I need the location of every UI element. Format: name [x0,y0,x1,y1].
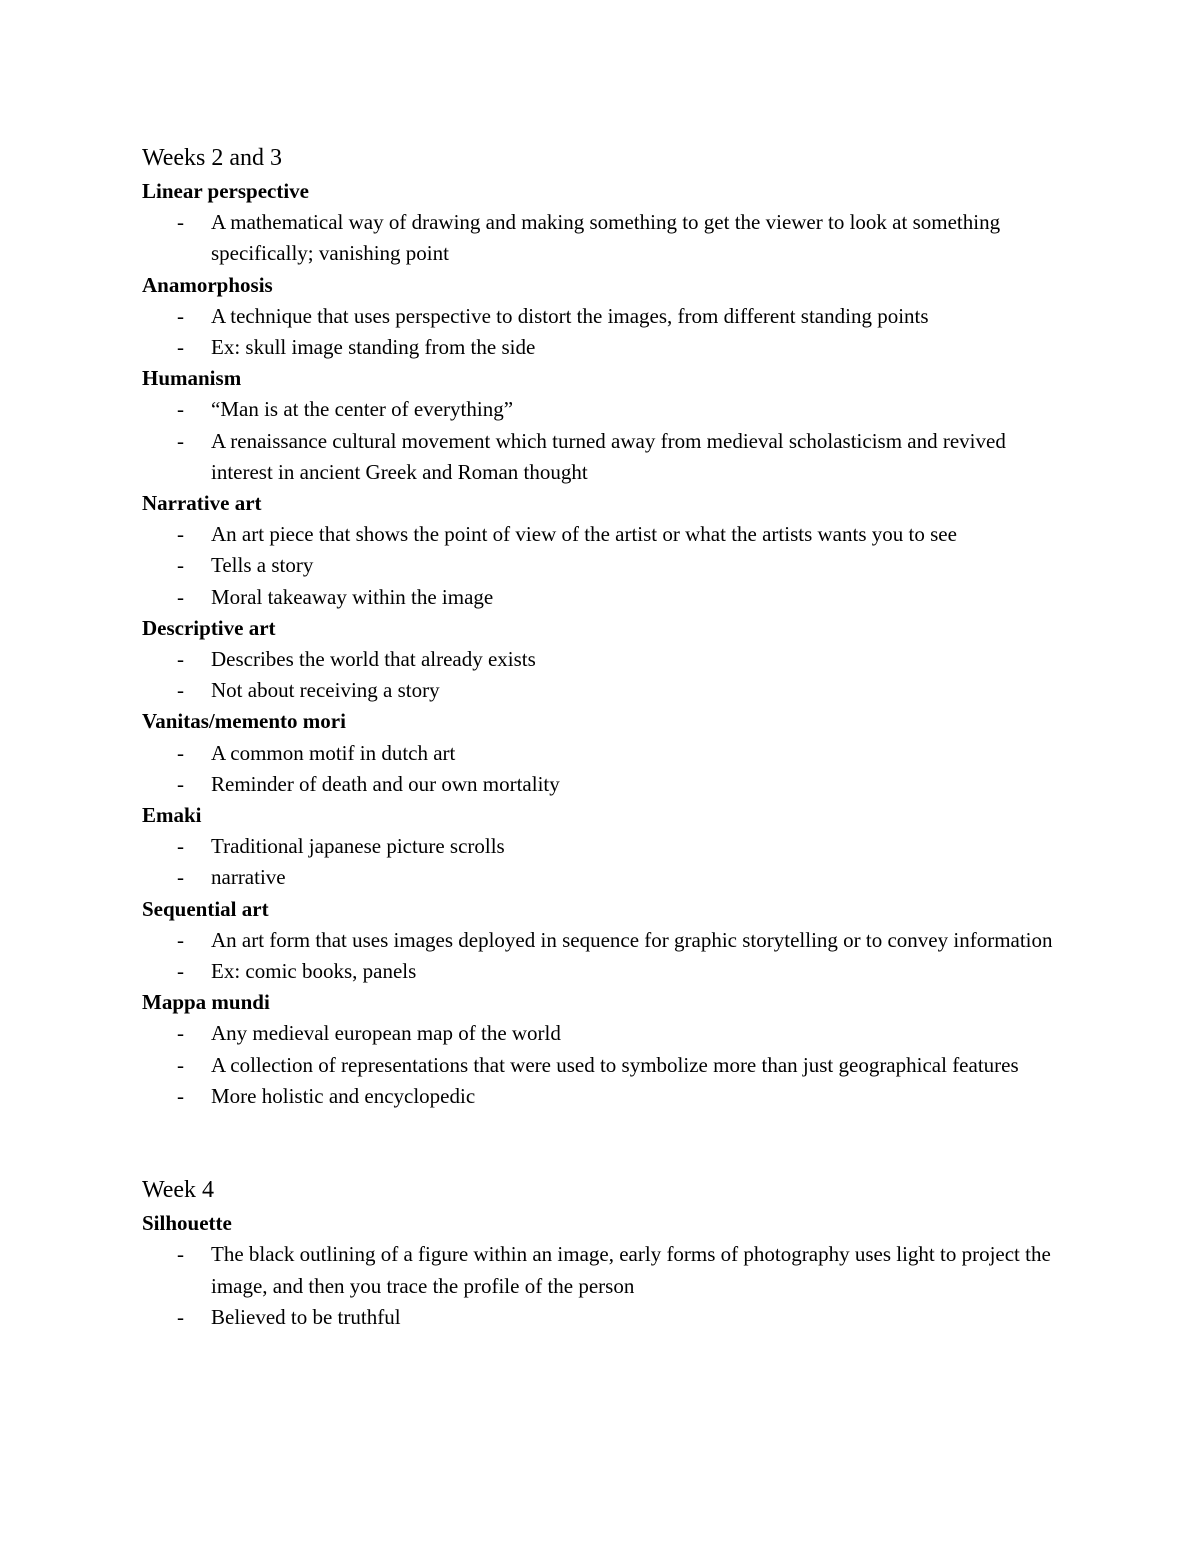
dash-bullet-icon: - [177,303,184,328]
definition-list [142,1239,1072,1333]
definition-text: Reminder of death and our own mortality [211,771,560,796]
dash-bullet-icon: - [177,927,184,952]
term-block [142,363,1072,488]
definition-text: Moral takeaway within the image [211,584,494,609]
definition-item [142,675,1072,706]
dash-bullet-icon: - [177,1021,184,1046]
section-weeks-2-3 [142,140,1072,1112]
definition-list [142,925,1072,987]
term-block [142,894,1072,988]
definition-item [142,956,1072,987]
term-block [142,987,1072,1112]
definition-item [142,519,1072,550]
definition-list [142,394,1072,488]
document-page [142,140,1072,1333]
section-heading: Week 4 [142,1177,215,1204]
definition-item [142,1018,1072,1049]
dash-bullet-icon: - [177,210,184,235]
dash-bullet-icon: - [177,959,184,984]
definition-list [142,519,1072,613]
definition-list [142,301,1072,363]
definition-item [142,426,1072,488]
term-title: Mappa mundi [142,990,270,1015]
dash-bullet-icon: - [177,1304,184,1329]
definition-list [142,831,1072,893]
definition-text: narrative [211,865,286,890]
term-block [142,488,1072,613]
definition-text: Ex: comic books, panels [211,959,417,984]
definition-text: “Man is at the center of everything” [211,397,514,422]
definition-item [142,394,1072,425]
section-spacer [142,1112,1072,1172]
definition-item [142,738,1072,769]
term-block [142,613,1072,707]
definition-item [142,1081,1072,1112]
term-block [142,706,1072,800]
definition-text: Not about receiving a story [211,678,440,703]
dash-bullet-icon: - [177,678,184,703]
definition-item [142,332,1072,363]
definition-list [142,738,1072,800]
dash-bullet-icon: - [177,397,184,422]
definition-text: A collection of representations that were used to symbolize more than just geographical features [211,1052,1019,1077]
definition-list [142,207,1072,269]
definition-text: A technique that uses perspective to distort the images, from different standing points [211,303,929,328]
term-block [142,1208,1072,1333]
section-week-4 [142,1172,1072,1333]
definition-text: Any medieval european map of the world [211,1021,561,1046]
dash-bullet-icon: - [177,1052,184,1077]
term-block [142,176,1072,270]
definition-item [142,1239,1072,1301]
dash-bullet-icon: - [177,553,184,578]
definition-text: Describes the world that already exists [211,647,536,672]
definition-text: Ex: skull image standing from the side [211,335,536,360]
definition-item [142,862,1072,893]
dash-bullet-icon: - [177,1242,184,1267]
dash-bullet-icon: - [177,335,184,360]
definition-item [142,1302,1072,1333]
definition-item [142,831,1072,862]
dash-bullet-icon: - [177,428,184,453]
definition-list [142,644,1072,706]
definition-item [142,550,1072,581]
definition-text: An art form that uses images deployed in sequence for graphic storytelling or to convey information [211,927,1053,952]
term-block [142,800,1072,894]
definition-text: A common motif in dutch art [211,740,456,765]
definition-item [142,644,1072,675]
definition-item [142,301,1072,332]
definition-text: Believed to be truthful [211,1304,401,1329]
definition-text: An art piece that shows the point of view of the artist or what the artists wants you to see [211,522,957,547]
term-title: Vanitas/memento mori [142,709,346,734]
dash-bullet-icon: - [177,1083,184,1108]
dash-bullet-icon: - [177,740,184,765]
definition-text: A renaissance cultural movement which turned away from medieval scholasticism and revived interest in ancient Greek and Roman thought [211,428,1006,484]
dash-bullet-icon: - [177,647,184,672]
term-title: Narrative art [142,491,262,516]
definition-text: A mathematical way of drawing and making something to get the viewer to look at something specifically; vanishing point [211,210,1001,266]
term-title: Sequential art [142,896,269,921]
definition-item [142,1050,1072,1081]
definition-text: More holistic and encyclopedic [211,1083,476,1108]
definition-item [142,769,1072,800]
dash-bullet-icon: - [177,834,184,859]
term-title: Silhouette [142,1211,232,1236]
definition-text: Tells a story [211,553,314,578]
dash-bullet-icon: - [177,771,184,796]
definition-text: Traditional japanese picture scrolls [211,834,505,859]
term-title: Emaki [142,803,202,828]
definition-item [142,925,1072,956]
term-block [142,270,1072,364]
dash-bullet-icon: - [177,865,184,890]
definition-item [142,207,1072,269]
term-title: Anamorphosis [142,272,273,297]
term-title: Humanism [142,366,242,391]
dash-bullet-icon: - [177,584,184,609]
dash-bullet-icon: - [177,522,184,547]
definition-list [142,1018,1072,1112]
definition-text: The black outlining of a figure within an image, early forms of photography uses light to project the image, and then you trace the profile of the person [211,1242,1051,1298]
definition-item [142,582,1072,613]
term-title: Descriptive art [142,615,276,640]
term-title: Linear perspective [142,179,309,203]
section-heading: Weeks 2 and 3 [142,145,283,171]
